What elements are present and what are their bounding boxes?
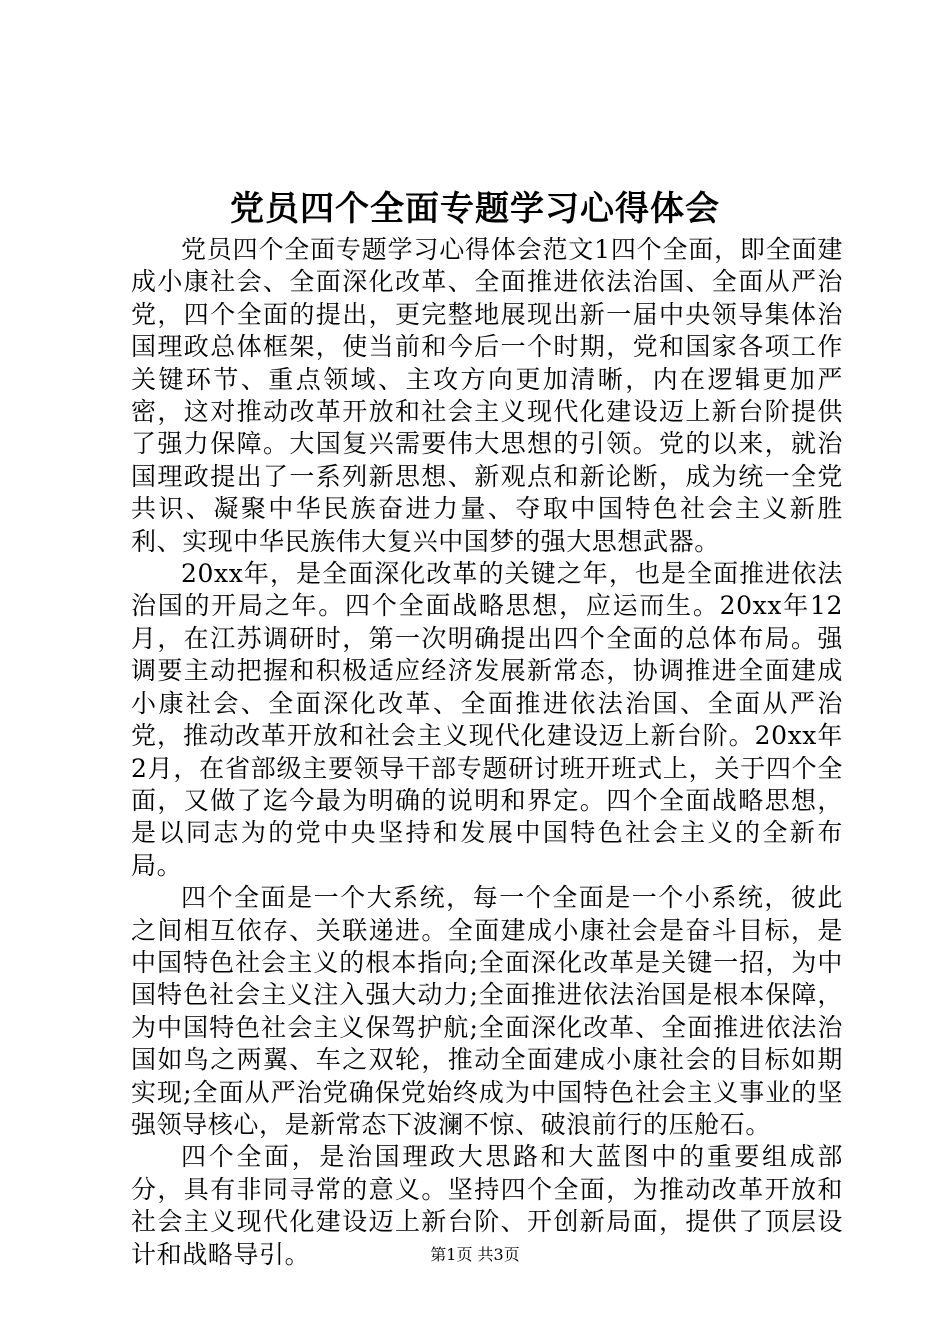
document-body — [131, 234, 843, 1271]
page-number-footer: 第1页 共3页 — [430, 1245, 520, 1264]
paragraph-2: 20xx年，是全面深化改革的关键之年，也是全面推进依法治国的开局之年。四个全面战略思想，应运而生。20xx年12月，在江苏调研时，第一次明确提出四个全面的总体布局。强调要主动把握和积极适应经济发展新常态，协调推进全面建成小康社会、全面深化改革、全面推进依法治国、全面从严治党，推动改革开放和社会主义现代化建设迈上新台阶。20xx年2月，在省部级主要领导干部专题研讨班开班式上，关于四个全面，又做了迄今最为明确的说明和界定。四个全面战略思想，是以同志为的党中央坚持和发展中国特色社会主义的全新布局。 — [131, 559, 843, 880]
paragraph-1: 党员四个全面专题学习心得体会范文1四个全面，即全面建成小康社会、全面深化改革、全面推进依法治国、全面从严治党，四个全面的提出，更完整地展现出新一届中央领导集体治国理政总体框架，使当前和今后一个时期，党和国家各项工作关键环节、重点领域、主攻方向更加清晰，内在逻辑更加严密，这对推动改革开放和社会主义现代化建设迈上新台阶提供了强力保障。大国复兴需要伟大思想的引领。党的以来，就治国理政提出了一系列新思想、新观点和新论断，成为统一全党共识、凝聚中华民族奋进力量、夺取中国特色社会主义新胜利、实现中华民族伟大复兴中国梦的强大思想武器。 — [131, 235, 843, 556]
document-title: 党员四个全面专题学习心得体会 — [230, 189, 720, 229]
paragraph-4: 四个全面，是治国理政大思路和大蓝图中的重要组成部分，具有非同寻常的意义。坚持四个全面，为推动改革开放和社会主义现代化建设迈上新台阶、开创新局面，提供了顶层设计和战略导引。 — [131, 1142, 843, 1269]
paragraph-3: 四个全面是一个大系统，每一个全面是一个小系统，彼此之间相互依存、关联递进。全面建成小康社会是奋斗目标，是中国特色社会主义的根本指向;全面深化改革是关键一招，为中国特色社会主义注入强大动力;全面推进依法治国是根本保障，为中国特色社会主义保驾护航;全面深化改革、全面推进依法治国如鸟之两翼、车之双轮，推动全面建成小康社会的目标如期实现;全面从严治党确保党始终成为中国特色社会主义事业的坚强领导核心，是新常态下波澜不惊、破浪前行的压舱石。 — [131, 883, 843, 1139]
